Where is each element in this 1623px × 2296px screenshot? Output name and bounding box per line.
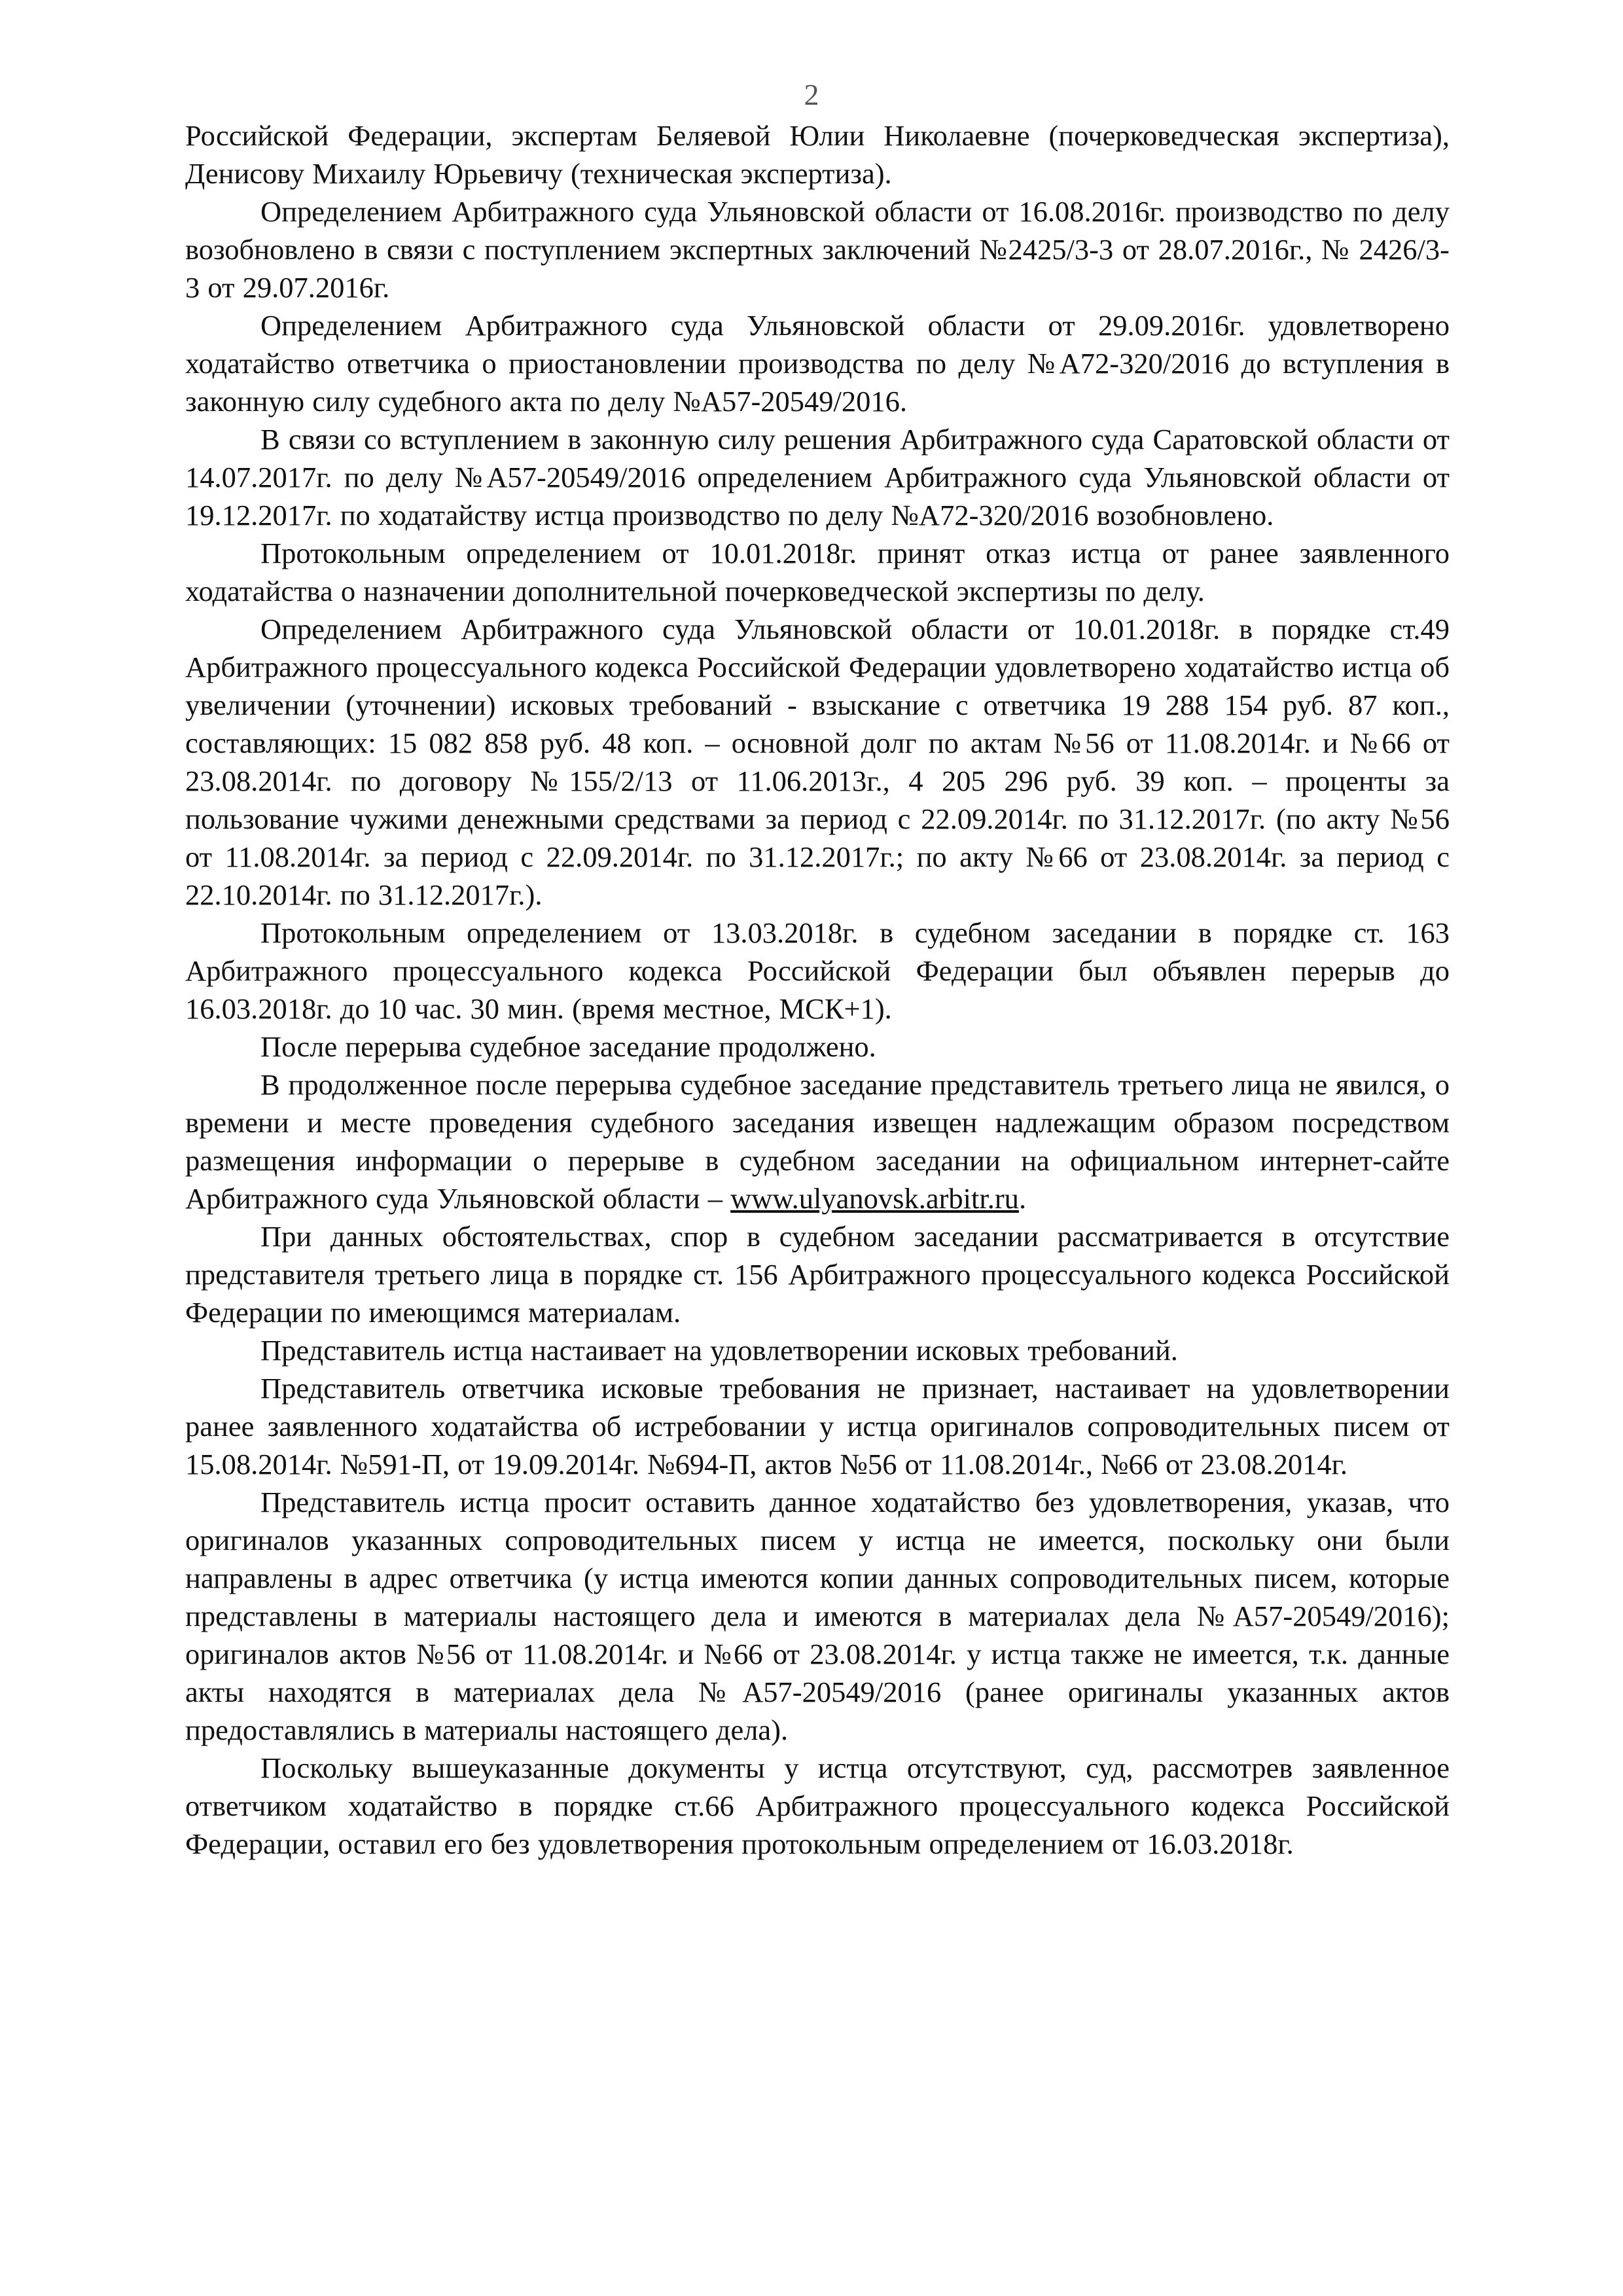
paragraph-14: Поскольку вышеуказанные документы у истца отсутствуют, суд, рассмотрев заявленное ответчиком ходатайство в порядке ст.66 Арбитражного процессуального кодекса Российской Федерации, оставил его без удовлетворения протокольным определением от 16.03.2018г.	[185, 1751, 1450, 1860]
page-number: 2	[804, 78, 819, 111]
document-body	[185, 117, 1450, 1863]
paragraph-9	[185, 1066, 1450, 1217]
link-period: .	[1018, 1182, 1027, 1215]
paragraph-6: Определением Арбитражного суда Ульяновской области от 10.01.2018г. в порядке ст.49 Арбитражного процессуального кодекса Российской Федерации удовлетворено ходатайство истца об увеличении (уточнении) исковых требований - взыскание с ответчика 19 288 154 руб. 87 коп., составляющих: 15 082 858 руб. 48 коп. – основной долг по актам №56 от 11.08.2014г. и №66 от 23.08.2014г. по договору №155/2/13 от 11.06.2013г., 4 205 296 руб. 39 коп. – проценты за пользование чужими денежными средствами за период с 22.09.2014г. по 31.12.2017г. (по акту №56 от 11.08.2014г. за период с 22.09.2014г. по 31.12.2017г.; по акту №66 от 23.08.2014г. за период с 22.10.2014г. по 31.12.2017г.).	[185, 613, 1450, 911]
paragraph-8: После перерыва судебное заседание продолжено.	[260, 1030, 876, 1063]
court-website-link[interactable]: www.ulyanovsk.arbitr.ru	[730, 1182, 1019, 1215]
paragraph-9-text: В продолженное после перерыва судебное заседание представитель третьего лица не явился, о времени и месте проведения судебного заседания извещен надлежащим образом посредством размещения информации о перерыве в судебном заседании на официальном интернет-сайте Арбитражного суда Ульяновской области –	[185, 1068, 1450, 1215]
paragraph-7: Протокольным определением от 13.03.2018г. в судебном заседании в порядке ст. 163 Арбитражного процессуального кодекса Российской Федерации был объявлен перерыв до 16.03.2018г. до 10 час. 30 мин. (время местное, МСК+1).	[185, 916, 1450, 1025]
paragraph-10: При данных обстоятельствах, спор в судебном заседании рассматривается в отсутствие представителя третьего лица в порядке ст. 156 Арбитражного процессуального кодекса Российской Федерации по имеющимся материалам.	[185, 1220, 1450, 1329]
paragraph-13: Представитель истца просит оставить данное ходатайство без удовлетворения, указав, что оригиналов указанных сопроводительных писем у истца не имеется, поскольку они были направлены в адрес ответчика (у истца имеются копии данных сопроводительных писем, которые представлены в материалы настоящего дела и имеются в материалах дела №А57-20549/2016); оригиналов актов №56 от 11.08.2014г. и №66 от 23.08.2014г. у истца также не имеется, т.к. данные акты находятся в материалах дела №А57-20549/2016 (ранее оригиналы указанных актов предоставлялись в материалы настоящего дела).	[185, 1486, 1450, 1746]
paragraph-2: Определением Арбитражного суда Ульяновской области от 16.08.2016г. производство по делу возобновлено в связи с поступлением экспертных заключений №2425/3-3 от 28.07.2016г., № 2426/3-3 от 29.07.2016г.	[185, 195, 1450, 304]
paragraph-11: Представитель истца настаивает на удовлетворении исковых требований.	[260, 1334, 1178, 1367]
paragraph-3: Определением Арбитражного суда Ульяновской области от 29.09.2016г. удовлетворено ходатайство ответчика о приостановлении производства по делу №А72-320/2016 до вступления в законную силу судебного акта по делу №А57-20549/2016.	[185, 309, 1450, 418]
paragraph-5: Протокольным определением от 10.01.2018г. принят отказ истца от ранее заявленного ходатайства о назначении дополнительной почерковедческой экспертизы по делу.	[185, 537, 1450, 607]
paragraph-1: Российской Федерации, экспертам Беляевой Юлии Николаевне (почерковедческая экспертиза), Денисову Михаилу Юрьевичу (техническая экспертиза).	[185, 119, 1450, 190]
paragraph-4: В связи со вступлением в законную силу решения Арбитражного суда Саратовской области от 14.07.2017г. по делу №А57-20549/2016 определением Арбитражного суда Ульяновской области от 19.12.2017г. по ходатайству истца производство по делу №А72-320/2016 возобновлено.	[185, 423, 1450, 531]
paragraph-12: Представитель ответчика исковые требования не признает, настаивает на удовлетворении ранее заявленного ходатайства об истребовании у истца оригиналов сопроводительных писем от 15.08.2014г. №591-П, от 19.09.2014г. №694-П, актов №56 от 11.08.2014г., №66 от 23.08.2014г.	[185, 1372, 1450, 1480]
